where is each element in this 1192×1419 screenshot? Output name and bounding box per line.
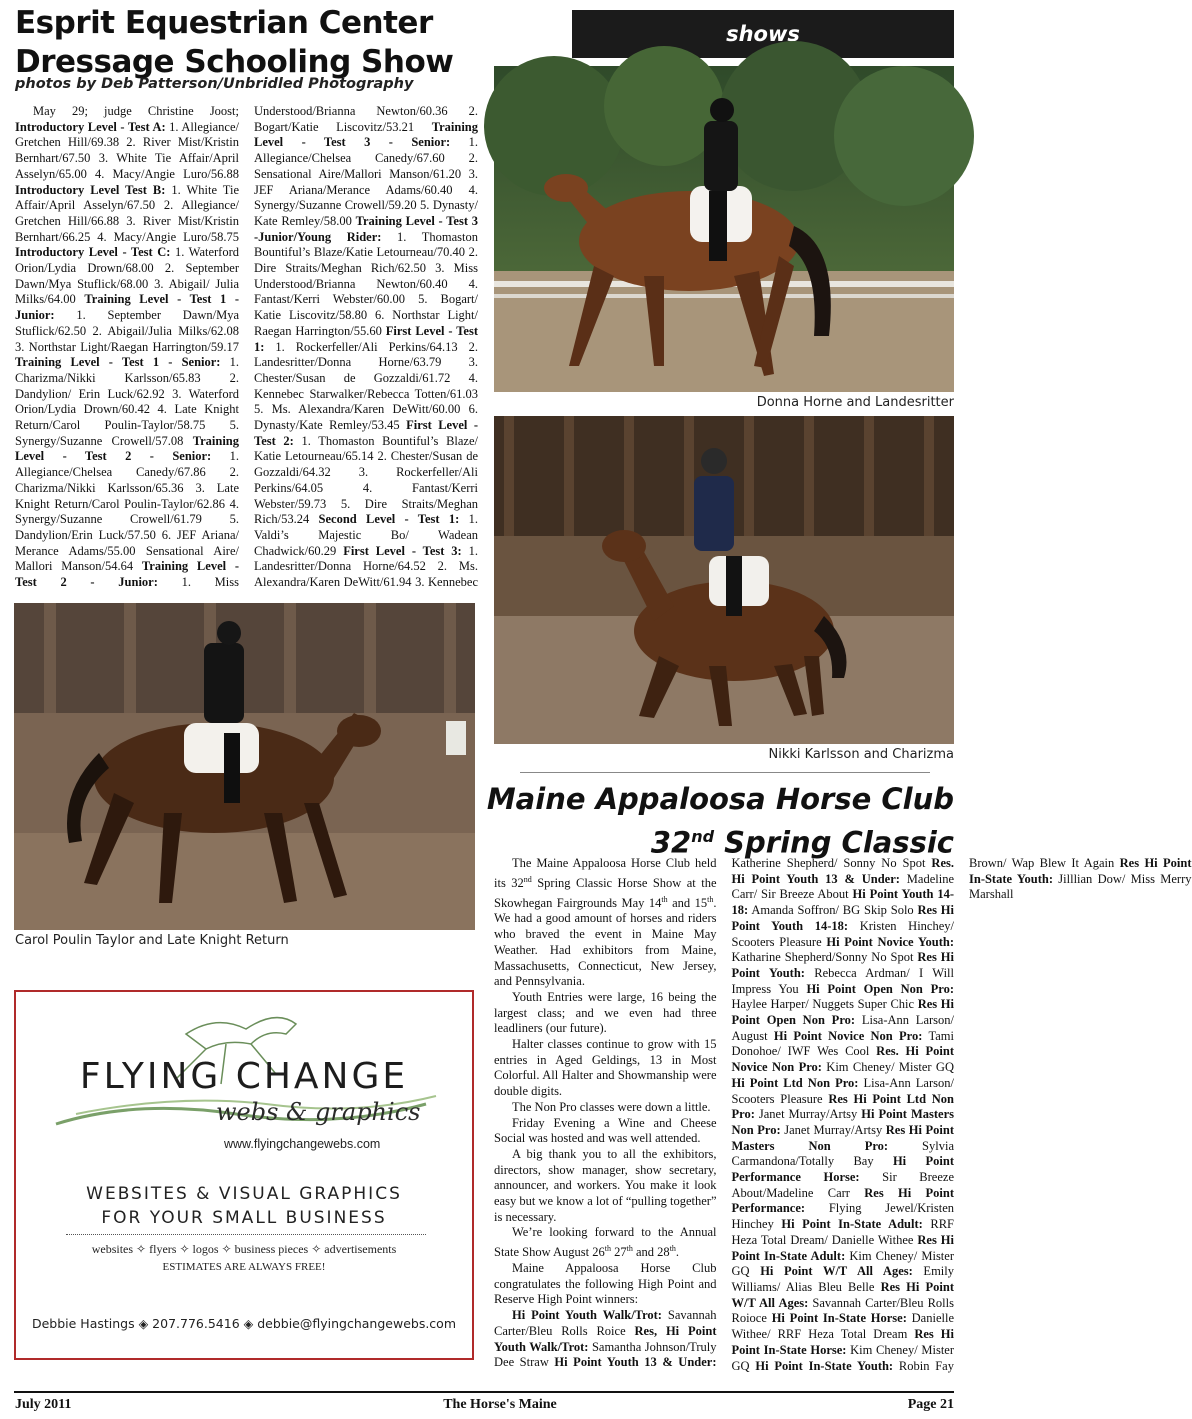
text-run: RRF Heza Total Dream/ Danielle Withee [731,1217,954,1247]
text-run: 1. Allegiance/ Gretchen Hill/69.38 2. River Mist/Kristin Bernhart/67.50 3. White Tie Affair/April Asselyn/65.00 4. Macy/Angie Luro/56.88 [15,119,239,181]
text-run: Kristen Hinchey/ Scooters Pleasure [731,918,954,949]
bold-run: Hi Point W/T All Ages: [760,1264,913,1279]
text-run: 1. Valdi’s Majestic Bo/ Wadean Chadwick/60.29 [254,512,478,558]
bold-run: Training Level - Test 2 - Junior: [15,559,239,590]
bold-run: Hi Point Ltd Non Pro: [731,1075,859,1090]
rich-paragraph [494,856,717,990]
bold-run: Second Level - Test 1: [318,512,460,527]
text-run: Flying Jewel/Kristen Hinchey [731,1201,954,1232]
bold-run: First Level - Test 2: [254,418,478,448]
ad-services: websites ✧ flyers ✧ logos ✧ business pieces ✧ advertisements [91,1242,397,1256]
text-run: 1. White Tie Affair/April Asselyn/67.50 2. Allegiance/ Gretchen Hill/66.88 3. River Mist/Kristin Bernhart/66.25 4. Macy/Angie Luro/58.75 [15,182,239,244]
bold-run: Introductory Level - Test C: [15,245,171,260]
bold-run: Res Hi Point Youth: [731,950,954,980]
text-run: 1. Rockerfeller/Ali Perkins/64.13 2. Landesritter/Donna Horne/63.79 3. Chester/Susan de Gozzaldi/61.72 4. Kennebec Starwalker/Rebecca Totten/61.03 5. Ms. Alexandra/Karen DeWitt/60.00 6. Dynasty/Kate Remley/53.45 [254,339,478,433]
text-run: Janet Murray/Artsy [780,1122,886,1137]
photo-charizma [494,416,954,744]
bold-run: First Level - Test 3: [343,543,462,558]
photo-indoor-horse-1 [494,416,954,744]
bold-run: Hi Point Youth 13 & Under: [554,1355,717,1370]
flying-change-ad[interactable] [14,990,474,1360]
text-run: Robin Fay Brown/ Wap Blew It Again [893,856,1120,1373]
section-label: shows [572,10,954,58]
text-run: and 15 [667,895,708,910]
bold-run: First Level - Test 1: [254,323,478,354]
bold-run: Introductory Level Test B: [15,182,166,197]
footer-publication: The Horse's Maine [443,1397,557,1412]
text-run: Youth Entries were large, 16 being the largest class; and we even had three leadliners (our future). [494,989,717,1036]
superscript-run: th [604,1244,612,1254]
caption-photo-2: Nikki Karlsson and Charizma [768,747,954,762]
text-run: Katharine Shepherd/Sonny No Spot [731,950,918,965]
text-run: May 29; judge Christine Joost; [33,104,239,118]
brand-name: FLYING CHANGE [79,1056,409,1097]
text-run: Kim Cheney/ Mister GQ [731,1248,954,1279]
text-run: 1. Allegiance/Chelsea Canedy/67.60 2. Sensational Aire/Mallori Manson/61.20 3. JEF Ariana/Merance Adams/60.40 4. Synergy/Suzanne Crowell/59.20 5. Dynasty/ Kate Remley/58.00 [254,135,478,228]
text-run: 1. Miss Understood/Brianna Newton/60.36 2. Bogart/Katie Liscovitz/53.21 [157,104,478,590]
text-run: Halter classes continue to grow with 15 entries in Aged Geldings, 13 in Most Colorful. All Halter and Showmanship were double digits. [494,1037,717,1099]
text-run: 1. Landesritter/Donna Horne/64.52 2. Ms. Alexandra/Karen DeWitt/61.94 3. Kennebec [254,543,478,590]
rich-paragraph [494,1225,717,1261]
text-run: The Maine Appaloosa Horse Club held its 32 [494,856,717,890]
photo-credit: photos by Deb Patterson/Unbridled Photography [15,76,414,92]
text-run: Spring Classic Horse Show at the Skowhegan Fairgrounds May 14 [494,875,717,910]
bold-run: Hi Point Performance Horse: [731,1154,954,1185]
bold-run: Res Hi Point Open Non Pro: [731,997,954,1028]
bold-run: Hi Point Novice Youth: [826,934,954,949]
bold-run: Training Level - Test 3 -Junior/Young Rider: [254,213,478,244]
bold-run: Hi Point Youth 14-18: [731,887,955,918]
text-run: Amanda Soffron/ BG Skip Solo [748,903,918,918]
rich-paragraph [494,990,717,1037]
bold-run: Res Hi Point In-State Horse: [731,1327,954,1357]
bold-run: Res Hi Point In-State Adult: [731,1232,954,1263]
footer-date: July 2011 [15,1397,72,1412]
ad-tagline-2: FOR YOUR SMALL BUSINESS [101,1208,387,1228]
text-run: Rebecca Ardman/ I Will Impress You [731,965,954,996]
bold-run: Res. Hi Point Youth 13 & Under: [731,856,954,886]
text-run: Kim Cheney/ Mister GQ [821,1060,954,1075]
text-run: Sir Breeze About/Madeline Carr [731,1170,955,1200]
text-run: Janet Murray/Artsy [754,1107,862,1122]
text-run: Madeline Carr/ Sir Breeze About [731,871,954,902]
ad-dotted-rule [66,1234,426,1235]
bold-run: Training Level - Test 2 - Senior: [15,433,239,464]
brand-subtitle: webs & graphics [216,1098,421,1126]
text-run: Sylvia Carmandona/Totally Bay [731,1138,954,1169]
text-run: Katherine Shepherd/ Sonny No Spot [731,856,932,870]
bold-run: Hi Point Youth Walk/Trot: [512,1308,662,1323]
text-run: Lisa-Ann Larson/ Scooters Pleasure [731,1075,954,1106]
text-run: 1. September Dawn/Mya Stuflick/62.50 2. Abigail/Julia Milks/62.08 3. Northstar Light/Raegan Harrington/59.17 [15,308,239,354]
text-run: 1. Waterford Orion/Lydia Drown/68.00 2. September Dawn/Mya Stuflick/68.00 3. Abigail/ Julia Milks/64.00 [15,245,239,307]
footer-rule [14,1391,954,1393]
bold-run: Hi Point In-State Horse: [771,1311,907,1326]
bold-run: Res Hi Point Youth 14-18: [731,903,954,933]
text-run: . [675,1245,680,1260]
superscript-run: th [707,894,714,904]
ad-contact[interactable]: Debbie Hastings ◈ 207.776.5416 ◈ debbie@flyingchangewebs.com [31,1316,457,1331]
text-run: We’re looking forward to the Annual State Show August 26 [494,1225,717,1260]
bold-run: Hi Point Open Non Pro: [806,981,955,996]
superscript-run: th [661,894,668,904]
text-run: Savannah Carter/Bleu Rolls Roioce [731,1295,954,1326]
photo-late-knight-return [14,603,475,930]
bold-run: Res Hi Point W/T All Ages: [731,1279,955,1310]
text-run: 27 [611,1245,627,1260]
text-run: and 28 [632,1245,670,1260]
ad-url[interactable]: www.flyingchangewebs.com [224,1137,381,1151]
bold-run: Res Hi Point In-State Youth: [969,856,1192,886]
text-run: 1. Thomaston Bountiful’s Blaze/Katie Letourneau/70.40 2. Dire Straits/Meghan Rich/62.50 3. Miss Understood/Brianna Newton/60.40 4. Fantast/Kerri Webster/60.00 5. Bogart/ Katie Liscovitz/58.80 6. Northstar Light/ Raegan Harrington/55.60 [254,229,478,338]
text-run: Jilllian Dow/ Miss Merry Marshall [969,871,1192,902]
bold-run: Training Level - Test 3 - Senior: [254,119,478,150]
photo-indoor-horse-2 [14,603,475,930]
rich-paragraph [494,1116,717,1147]
article-title: Esprit Equestrian Center Dressage Schooling Show [15,5,454,80]
text-run: Lisa-Ann Larson/ August [731,1013,954,1043]
bold-run: Res, Hi Point Youth Walk/Trot: [494,1323,717,1354]
rich-paragraph [494,1261,717,1308]
superscript-run: th [669,1244,676,1254]
rich-paragraph [494,1100,717,1116]
caption-photo-1: Donna Horne and Landesritter [756,395,954,410]
text-run: Savannah Carter/Bleu Rolls Roice [494,1308,717,1338]
bold-run: Introductory Level - Test A: [15,119,166,134]
ad-tagline-1: WEBSITES & VISUAL GRAPHICS [86,1184,402,1204]
bold-run: Res Hi Point Ltd Non Pro: [731,1091,954,1122]
text-run: Danielle Withee/ RRF Heza Total Dream [731,1311,954,1342]
photo-outdoor-horse [494,66,954,392]
text-run: 1. Thomaston Bountiful’s Blaze/ Katie Letourneau/65.14 2. Chester/Susan de Gozzaldi/64.32 3. Rockerfeller/Ali Perkins/64.05 4. Fantast/Kerri Webster/59.73 5. Dire Straits/Meghan Rich/53.24 [254,433,478,527]
bold-run: Hi Point Novice Non Pro: [773,1028,923,1043]
text-run: 1. Allegiance/Chelsea Canedy/67.86 2. Charizma/Nikki Karlsson/65.36 3. Late Knight Return/Carol Poulin-Taylor/62.86 4. Synergy/Suzanne Crowell/61.79 5. Dandylion/Erin Luck/57.50 6. JEF Ariana/ Merance Adams/55.00 Sensational Aire/ Mallori Manson/54.64 [15,449,239,574]
esprit-results [15,104,478,592]
bold-run: Training Level - Test 1 - Junior: [15,292,239,323]
superscript-run: th [626,1244,633,1254]
bold-run: Training Level - Test 1 - Senior: [15,355,221,370]
text-run: . We had a good amount of horses and riders who braved the event in Maine May Weather. Had exhibitors from Maine, Massachusetts, Connecticut, New Jersey, and Pennsylvania. [494,895,717,989]
text-run: Samantha Johnson/Truly Dee Straw [494,1339,717,1370]
text-run: A big thank you to all the exhibitors, directors, show manager, show secretary, announcer, and workers. You make it look easy but we know a lot of “pulling together” is necessary. [494,1146,717,1224]
appaloosa-title: Maine Appaloosa Horse Club 32nd Spring Classic [486,782,954,860]
photo-landesritter [494,66,954,392]
caption-photo-3: Carol Poulin Taylor and Late Knight Return [15,933,289,948]
text-run: Tami Donohoe/ IWF Wes Cool [731,1028,954,1059]
bold-run: Hi Point Masters Non Pro: [731,1107,954,1137]
bold-run: Res Hi Point Masters Non Pro: [731,1122,955,1153]
superscript-run: nd [523,874,532,884]
bold-run: Res Hi Point Performance: [731,1185,954,1216]
text-run: Friday Evening a Wine and Cheese Social was hosted and was well attended. [494,1115,717,1146]
text-run: Haylee Harper/ Nuggets Super Chic [731,997,918,1012]
bold-run: Hi Point In-State Youth: [755,1358,894,1373]
divider [520,772,930,773]
rich-paragraph [494,1037,717,1100]
footer-page: Page 21 [907,1397,954,1412]
text-run: Kim Cheney/ Mister GQ [731,1342,954,1373]
text-run: 1. Charizma/Nikki Karlsson/65.83 2. Dandylion/ Erin Luck/62.92 3. Waterford Orion/Lydia Drown/60.42 4. Late Knight Return/Carol Poulin-Taylor/58.75 5. Synergy/Suzanne Crowell/57.08 [15,355,240,448]
appaloosa-article [494,856,1192,1376]
rich-paragraph [494,1147,717,1226]
text-run: Emily Williams/ Alias Bleu Belle [731,1264,954,1294]
bold-run: Hi Point In-State Adult: [781,1217,923,1232]
text-run: Maine Appaloosa Horse Club congratulates the following High Point and Reserve High Point winners: [494,1261,717,1307]
bold-run: Res. Hi Point Novice Non Pro: [731,1044,954,1075]
ad-estimates: ESTIMATES ARE ALWAYS FREE! [162,1261,326,1273]
appaloosa-title-line2: 32nd Spring Classic [650,825,954,860]
text-run: The Non Pro classes were down a little. [512,1099,711,1114]
